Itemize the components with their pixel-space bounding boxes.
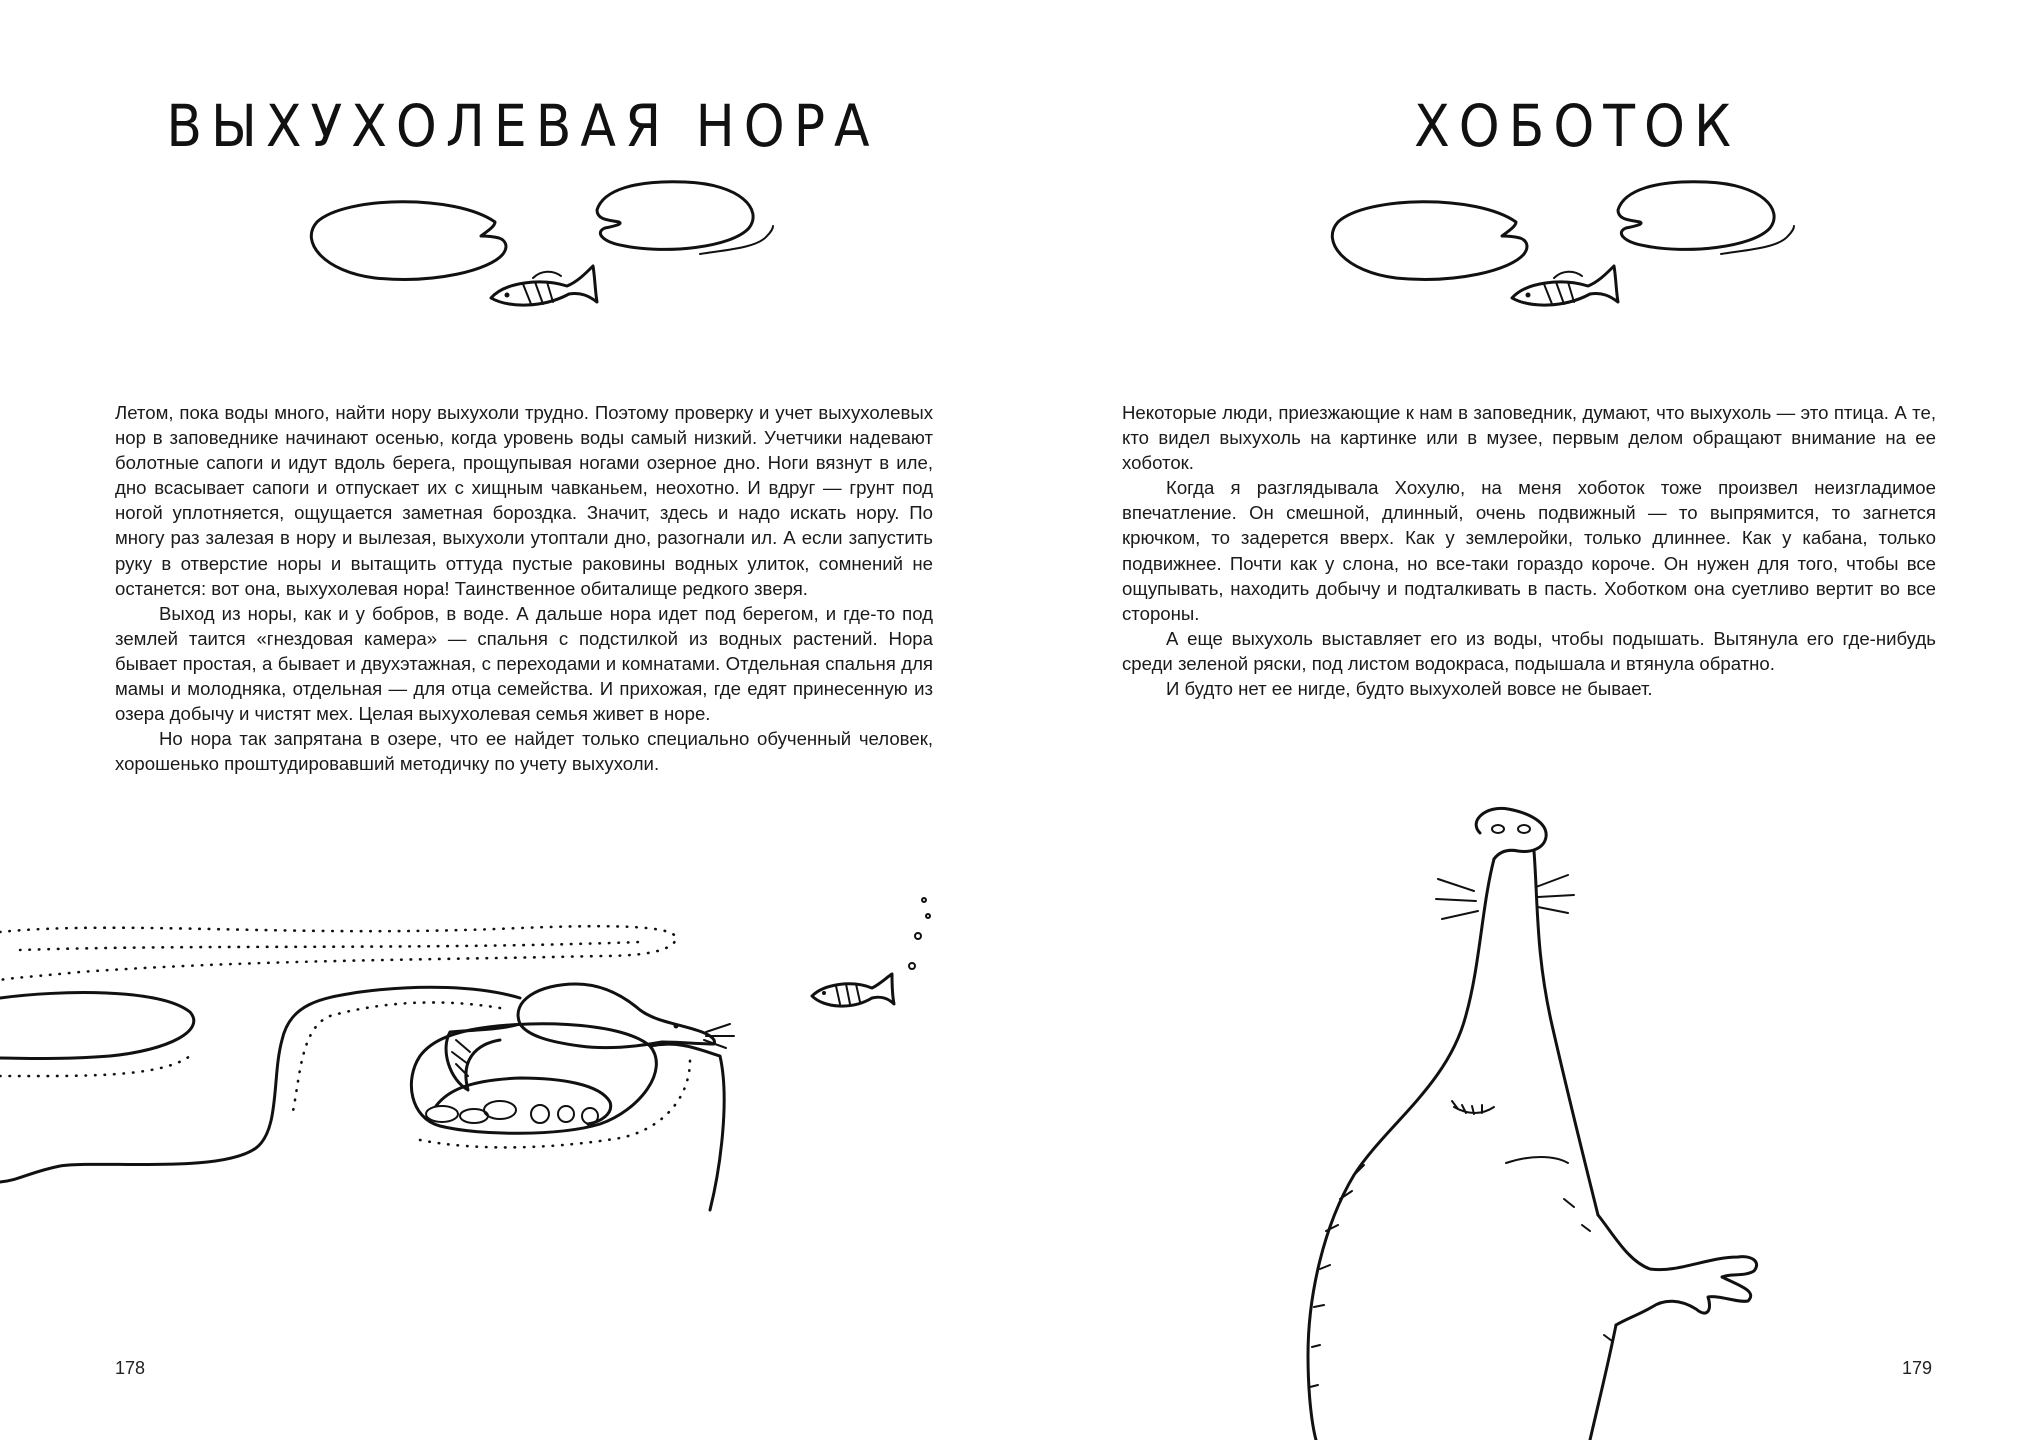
desman-illustration	[1268, 795, 1788, 1440]
paragraph: Некоторые люди, приезжающие к нам в заповедник, думают, что выхухоль — это птица. А те, кто видел выхухоль на картинке или в музее, первым делом обращают внимание на ее хоботок.	[1122, 402, 1936, 474]
desman-raising-snout	[1308, 808, 1757, 1440]
burrow-illustration	[0, 880, 1018, 1240]
water-lily-leaf-icon	[1332, 202, 1527, 280]
air-bubbles	[909, 898, 930, 969]
fish-icon	[1512, 266, 1618, 305]
water-lily-leaf-icon	[1618, 182, 1774, 250]
paragraph: Когда я разглядывала Хохулю, на меня хоботок тоже произвел неизгладимое впечатление. Он смешной, длинный, очень подвижный — то выпрямится, то загнется крючком, то задерется вверх. Как у землеройки, только длиннее. Как у кабана, только подвижнее. Почти как у слона, но все-таки гораздо короче. Он нужен для того, чтобы все ощупывать, находить добычу и подталкивать в пасть. Хоботком она суетливо вертит во все стороны.	[1122, 477, 1936, 624]
paragraph: Выход из норы, как и у бобров, в воде. А дальше нора идет под берегом, и где-то под землей таится «гнездовая камера» — спальня с подстилкой из водных растений. Нора бывает простая, а бывает и двухэтажная, с переходами и комнатами. Отдельная спальня для мамы и молодняка, отдельная — для отца семейства. И прихожая, где едят принесенную из озера добычу и чистят мех. Целая выхухолевая семья живет в норе.	[115, 602, 933, 725]
chapter-text	[1122, 400, 1936, 701]
chapter-title: ВЫХУХОЛЕВАЯ НОРА	[166, 93, 879, 161]
right-page	[1018, 0, 2036, 1440]
chapter-text	[115, 400, 933, 776]
paragraph: А еще выхухоль выставляет его из воды, чтобы подышать. Вытянула его где-нибудь среди зеленой ряски, под листом водокраса, подышала и втянула обратно.	[1122, 627, 1936, 674]
fish-icon	[812, 974, 894, 1006]
fish-icon	[491, 266, 597, 305]
page-number: 179	[1902, 1358, 1933, 1378]
page-number: 178	[115, 1358, 146, 1378]
empty-shells	[426, 1101, 598, 1124]
stem-icon	[700, 226, 773, 254]
water-lily-leaf-icon	[597, 182, 753, 250]
desman-in-burrow	[446, 984, 734, 1090]
stem-icon	[1721, 226, 1794, 254]
water-lily-leaf-icon	[311, 202, 506, 280]
paragraph: И будто нет ее нигде, будто выхухолей вовсе не бывает.	[1166, 678, 1653, 700]
chapter-title: ХОБОТОК	[1414, 93, 1740, 161]
paragraph: Но нора так запрятана в озере, что ее найдет только специально обученный человек, хорошенько проштудировавший методичку по учету выхухоли.	[115, 728, 933, 775]
lily-pad-fish-ornament	[1326, 170, 1796, 320]
paragraph: Летом, пока воды много, найти нору выхухоли трудно. Поэтому проверку и учет выхухолевых нор в заповеднике начинают осенью, когда уровень воды самый низкий. Учетчики надевают болотные сапоги и идут вдоль берега, прощупывая ногами озерное дно. Ноги вязнут в иле, дно всасывает сапоги и отпускает их с хищным чавканьем, неохотно. И вдруг — грунт под ногой уплотняется, ощущается заметная бороздка. Значит, здесь и надо искать нору. По многу раз залезая в нору и вылезая, выхухоли утоптали дно, разогнали ил. А если запустить руку в отверстие норы и вытащить оттуда пустые раковины водных улиток, сомнений не останется: вот она, выхухолевая нора! Таинственное обиталище редкого зверя.	[115, 402, 933, 599]
lily-pad-fish-ornament	[305, 170, 775, 320]
